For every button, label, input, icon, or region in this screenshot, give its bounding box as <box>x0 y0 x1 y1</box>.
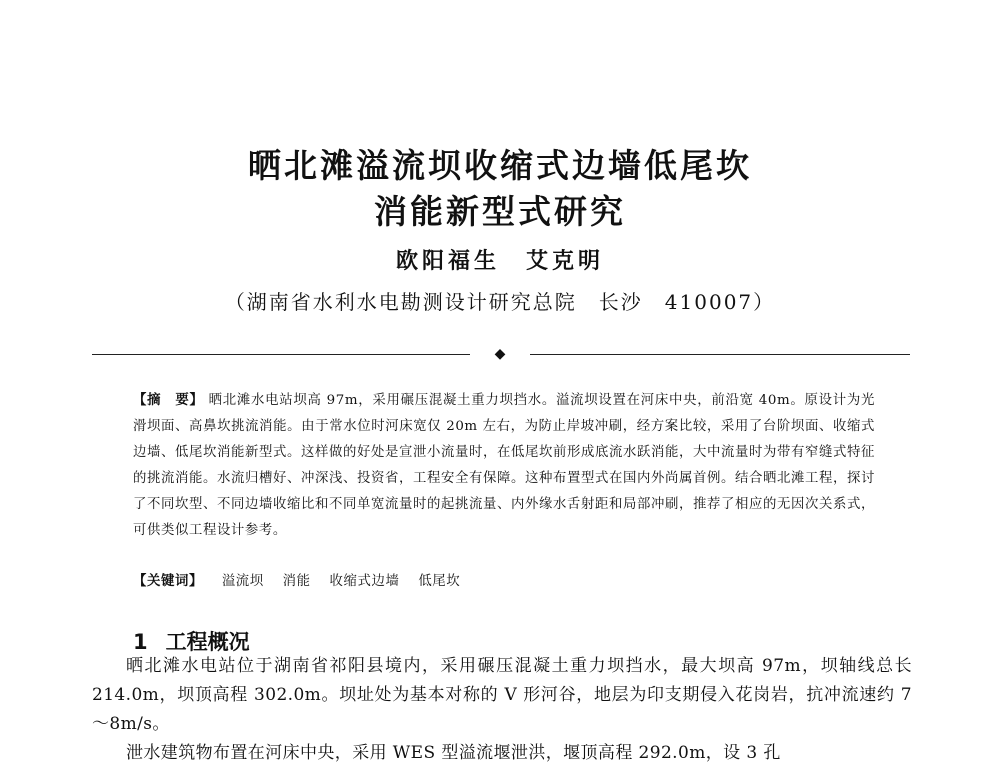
keyword-item: 低尾坎 <box>418 574 461 589</box>
section-title: 工程概况 <box>165 630 250 654</box>
keywords <box>133 570 875 589</box>
keyword-item: 消能 <box>282 574 311 589</box>
keywords-label: 【关键词】 <box>133 574 203 589</box>
keyword-item: 收缩式边墙 <box>329 574 400 589</box>
paper-title-line-1: 晒北滩溢流坝收缩式边墙低尾坎 <box>248 146 752 185</box>
paragraph: 泄水建筑物布置在河床中央，采用 WES 型溢流堰泄洪，堰顶高程 292.0m，设 3 孔 <box>126 743 781 763</box>
section-body <box>92 652 912 768</box>
abstract-text: 晒北滩水电站坝高 97m，采用碾压混凝土重力坝挡水。溢流坝设置在河床中央，前沿宽 40m。原设计为光滑坝面、高鼻坎挑流消能。由于常水位时河床宽仅 20m 左右，为防止岸坡冲刷，经方案比较，采用了台阶坝面、收缩式边墙、低尾坎消能新型式。这样做的好处是宣泄小流量时，在低尾坎前形成底流水跃消能，大中流量时为带有窄缝式特征的挑流消能。水流归槽好、冲深浅、投资省，工程安全有保障。这种布置型式在国内外尚属首例。结合晒北滩工程，探讨了不同坎型、不同边墙收缩比和不同单宽流量时的起挑流量、内外缘水舌射距和局部冲刷，推荐了相应的无因次关系式，可供类似工程设计参考。 <box>133 393 876 538</box>
authors: 欧阳福生 艾克明 <box>395 248 604 274</box>
divider-diamond-icon: ◆ <box>470 344 530 364</box>
keyword-item: 溢流坝 <box>221 574 264 589</box>
affiliation: （湖南省水利水电勘测设计研究总院 长沙 410007） <box>224 290 776 314</box>
section-number: 1 <box>133 630 148 654</box>
paper-title-line-2: 消能新型式研究 <box>374 192 626 231</box>
abstract <box>133 388 875 544</box>
abstract-label: 【摘 要】 <box>133 393 204 408</box>
paragraph: 晒北滩水电站位于湖南省祁阳县境内，采用碾压混凝土重力坝挡水，最大坝高 97m，坝轴线总长 214.0m，坝顶高程 302.0m。坝址处为基本对称的 V 形河谷，地层为印支期侵入花岗岩，抗冲流速约 7～8m/s。 <box>92 656 912 734</box>
